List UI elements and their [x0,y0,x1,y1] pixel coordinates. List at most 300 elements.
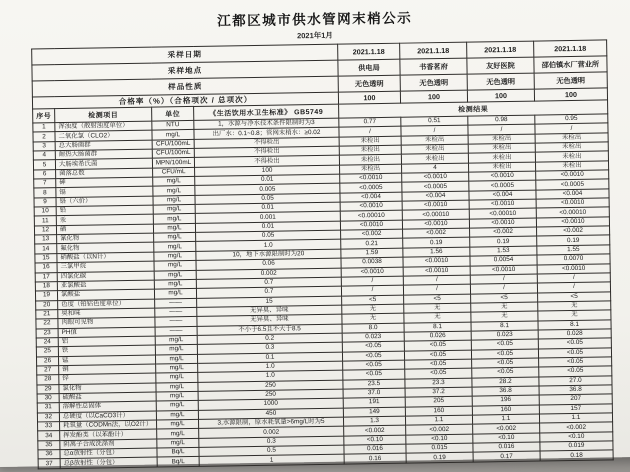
unit-cell: —— [155,317,197,327]
result-cell: / [468,124,535,134]
result-cell: <0.0005 [402,182,469,192]
result-cell: 无 [538,310,611,320]
result-cell: 37.2 [405,387,472,397]
limit-cell: 250 [198,389,343,401]
result-cell: <0.10 [344,435,406,445]
item-name-cell: 耐热大肠菌群 [55,149,152,160]
item-name-cell: 肉眼可见物 [58,317,155,328]
item-name-cell: 锰 [58,355,155,366]
item-name-cell: 总硬度（以CaCO3计） [59,411,156,422]
result-cell: <0.0010 [470,265,537,275]
item-name-cell: PH值 [58,327,155,338]
info-row-value: 无色透明 [338,75,400,92]
report-month: 2021年1月 [296,30,333,41]
info-row-value: 100 [467,89,534,102]
result-cell: / [535,123,608,133]
unit-cell: Bq/L [157,457,199,467]
result-cell: 149 [343,407,405,417]
result-cell: <0.00010 [536,207,609,217]
limit-cell: 0.7 [196,286,341,298]
unit-cell: mg/L [157,438,199,448]
item-name-cell: 总α放射性（分包） [60,448,157,459]
result-cell: <0.0010 [340,220,402,230]
result-cell: 0.026 [404,331,471,341]
info-row-value: 100 [534,88,607,101]
item-name-cell: 菌落总数 [56,168,153,179]
limit-cell: 0.1 [197,352,342,364]
result-cell: <0.0010 [536,198,609,208]
unit-cell: mg/L [154,289,196,299]
item-name-cell: 硫酸盐 [59,392,156,403]
unit-cell: —— [155,326,197,336]
limit-cell: 0.05 [196,230,341,242]
result-cell: 无 [404,312,471,322]
result-cell: 无 [342,304,404,314]
unit-cell: mg/L [156,401,198,411]
result-cell: 未检出 [535,133,608,143]
result-cell: 未检出 [535,161,608,171]
result-cell: 未检出 [339,136,401,146]
result-cell: 36.8 [539,385,612,395]
unit-cell: CFU/mL [153,167,195,177]
result-cell: 1.53 [470,246,537,256]
unit-cell: NTU [152,120,194,130]
result-cell: <0.0010 [402,172,469,182]
item-name-cell: 二氧化氯（CLO2） [55,130,152,141]
unit-cell: mg/L [156,382,198,392]
result-cell: <0.05 [404,340,471,350]
result-cell: 未检出 [468,143,535,153]
result-cell: 0.19 [403,238,470,248]
column-header-cell: 检测结果 [339,100,608,118]
column-header-cell: 序号 [33,109,55,123]
limit-cell: 0.01 [195,221,340,233]
result-cell: 未检出 [401,144,468,154]
result-cell: <0.05 [342,341,404,351]
result-cell: 未检出 [468,162,535,172]
result-cell: 0.019 [540,441,613,451]
info-row-value: 无色透明 [534,72,607,89]
result-cell: 未检出 [468,134,535,144]
result-cell: 无 [471,302,538,312]
result-cell: <0.002 [537,226,610,236]
row-number-cell: 22 [36,319,58,329]
info-row-value: 2021.1.18 [467,41,534,58]
item-name-cell: 耗氧量（CODMn法，以O2计） [60,420,157,431]
result-cell: / [403,275,470,285]
result-cell: <0.0005 [340,183,402,193]
column-header-cell: 检测项目 [55,107,152,123]
unit-cell: mg/L [156,391,198,401]
item-name-cell: 色度（铂钴色度单位） [58,299,155,310]
result-cell: 1.56 [403,247,470,257]
result-cell: <0.004 [340,192,402,202]
result-cell: 0.0038 [341,257,403,267]
result-cell: 8.0 [342,323,404,333]
limit-cell: 100 [195,165,340,177]
result-cell: <0.00010 [402,210,469,220]
row-number-cell: 20 [36,300,58,310]
result-cell: <0.002 [473,423,540,433]
result-cell: <0.002 [403,228,470,238]
item-name-cell: 铬（六价） [56,196,153,207]
result-cell: 27.0 [539,376,612,386]
unit-cell: Bq/L [157,447,199,457]
unit-cell: mg/L [153,205,195,215]
result-cell: 未检出 [535,142,608,152]
limit-cell: 不得检出 [194,146,339,158]
row-number-cell: 25 [36,347,58,357]
result-cell: 36.8 [472,386,539,396]
water-quality-table-body [32,40,614,469]
result-cell: / [341,276,403,286]
result-cell: 1.1 [405,415,472,425]
row-number-cell: 27 [37,366,59,376]
result-cell: 8.1 [404,322,471,332]
row-number-cell: 3 [33,141,55,151]
result-cell: 37.0 [343,388,405,398]
result-cell: <5 [471,293,538,303]
row-number-cell: 24 [36,338,58,348]
result-cell: 0.19 [470,237,537,247]
result-cell: 191 [343,397,405,407]
result-cell: <0.0010 [402,219,469,229]
limit-cell: 250 [198,380,343,392]
row-number-cell: 2 [33,132,55,142]
row-number-cell: 15 [35,253,57,263]
result-cell: 0.023 [342,332,404,342]
limit-cell: 0.7 [196,277,341,289]
unit-cell: mg/L [156,419,198,429]
result-cell: 23.3 [405,378,472,388]
unit-cell: CFU/100mL [152,148,194,158]
water-quality-table [31,39,614,469]
item-name-cell: 铝 [58,336,155,347]
row-number-cell: 26 [36,356,58,366]
limit-cell: 15 [197,296,342,308]
info-row-value: 友好医院 [467,57,534,74]
row-number-cell: 28 [37,375,59,385]
result-cell: <0.05 [343,369,405,379]
result-cell: 28.2 [472,377,539,387]
item-name-cell: 大肠埃希氏菌 [55,158,152,169]
row-number-cell: 21 [36,309,58,319]
info-row-value: 无色透明 [400,74,467,91]
result-cell: 未检出 [401,135,468,145]
result-cell: / [339,127,401,137]
result-cell: / [403,284,470,294]
unit-cell: mg/L [154,279,196,289]
result-cell: <0.05 [538,338,611,348]
info-row-value: 2021.1.18 [534,40,607,57]
unit-cell: mg/L [153,214,195,224]
result-cell: 207 [539,394,612,404]
result-cell: 160 [472,405,539,415]
item-name-cell: 锌 [59,373,156,384]
result-cell: <0.10 [473,433,540,443]
result-cell: <0.05 [343,360,405,370]
item-name-cell: 氟化物 [57,243,154,254]
row-number-cell: 29 [37,384,59,394]
limit-cell: 0.05 [195,193,340,205]
info-row-value: 无色透明 [467,73,534,90]
result-cell: 未检出 [339,155,401,165]
result-cell: <0.05 [404,350,471,360]
result-cell: 无 [404,303,471,313]
result-cell: 0.016 [473,442,540,452]
item-name-cell: 铅 [56,205,153,216]
page-title: 江都区城市供水管网末梢公示 [217,10,413,29]
row-number-cell: 11 [34,216,56,226]
limit-cell: 1，水源与净水技术条件限制时为3 [194,118,339,130]
row-number-cell: 33 [38,422,60,432]
result-cell: 0.0070 [537,254,610,264]
unit-cell: mg/L [152,130,194,140]
result-cell: <0.05 [471,339,538,349]
limit-cell: 0.5 [199,445,344,457]
unit-cell: mg/L [153,186,195,196]
limit-cell: 1.0 [198,361,343,373]
row-number-cell: 12 [34,225,56,235]
result-cell: <0.0010 [403,266,470,276]
limit-cell: 0.002 [196,268,341,280]
column-header-cell: 单位 [152,106,194,121]
result-cell: <0.10 [540,432,613,442]
result-cell: <0.0005 [469,180,536,190]
info-row-value: 邵伯镇水厂营业所 [534,56,607,73]
result-cell: 196 [472,395,539,405]
unit-cell: mg/L [153,176,195,186]
result-cell: 无 [471,311,538,321]
row-number-cell: 31 [37,403,59,413]
result-cell: 0.028 [538,329,611,339]
result-cell: / [401,125,468,135]
result-cell: <0.05 [405,368,472,378]
unit-cell: mg/L [155,345,197,355]
row-number-cell: 8 [34,188,56,198]
unit-cell: mg/L [156,373,198,383]
row-number-cell: 36 [38,450,60,460]
result-cell: / [341,285,403,295]
item-name-cell: 镉 [56,186,153,197]
unit-cell: CFU/100mL [152,139,194,149]
result-cell: 0.17 [473,451,540,461]
limit-cell: 0.002 [199,426,344,438]
row-number-cell: 37 [38,459,60,469]
unit-cell: mg/L [155,354,197,364]
result-cell: 未检出 [340,164,402,174]
result-cell: 0.77 [339,117,401,127]
row-number-cell: 1 [33,123,55,133]
row-number-cell: 7 [34,179,56,189]
result-cell: 1.55 [537,245,610,255]
item-name-cell: 总大肠菌群 [55,140,152,151]
result-cell: <0.002 [344,425,406,435]
limit-cell: 0.06 [196,258,341,270]
info-row-label: 采样日期 [32,44,338,65]
item-name-cell: 硒 [56,224,153,235]
item-name-cell: 汞 [56,215,153,226]
info-row-value: 2021.1.18 [400,42,467,59]
result-cell: 0.21 [341,239,403,249]
limit-cell: 1.0 [198,370,343,382]
result-cell: <0.05 [405,359,472,369]
result-cell: <0.0010 [402,200,469,210]
result-cell: 未检出 [468,152,535,162]
result-cell: 0.19 [406,452,473,462]
row-number-cell: 14 [35,244,57,254]
limit-cell: 无异臭、异味 [197,305,342,317]
result-cell: <0.004 [469,190,536,200]
result-cell: <0.05 [472,358,539,368]
result-cell: <0.0010 [469,218,536,228]
unit-cell: mg/L [156,410,198,420]
result-cell: 23.5 [343,379,405,389]
row-number-cell: 32 [37,412,59,422]
result-cell: <0.0010 [536,170,609,180]
result-cell: 8.1 [471,321,538,331]
result-cell: <0.05 [342,351,404,361]
result-cell: 1.1 [539,413,612,423]
result-cell: 0.18 [540,450,613,460]
result-cell: 0.95 [535,114,608,124]
result-cell: / [470,283,537,293]
result-cell: <0.10 [406,434,473,444]
row-number-cell: 4 [33,151,55,161]
result-cell: <0.00010 [469,209,536,219]
item-name-cell: 浑浊度（散射浊度单位） [55,121,152,132]
result-cell: <0.05 [538,347,611,357]
result-cell: 157 [539,404,612,414]
item-name-cell: 总β放射性（分包） [60,457,157,468]
info-row-value: 书香茗府 [400,58,467,75]
result-cell: / [537,273,610,283]
limit-cell: 0.3 [199,436,344,448]
limit-cell: 无异臭、异味 [197,314,342,326]
row-number-cell: 19 [35,291,57,301]
item-name-cell: 挥发酚类（以苯酚计） [60,429,157,440]
unit-cell: —— [155,307,197,317]
result-cell: <0.0010 [469,171,536,181]
row-number-cell: 5 [33,160,55,170]
result-cell: <0.002 [470,227,537,237]
unit-cell: mg/L [153,223,195,233]
result-cell: 无 [538,301,611,311]
result-cell: 1.3 [343,416,405,426]
limit-cell: 1.0 [196,240,341,252]
info-row-value: 100 [338,91,400,104]
result-cell: <0.05 [471,349,538,359]
unit-cell: mg/L [155,335,197,345]
info-row-label: 合格率（%）（合格项次 / 总项次） [32,92,338,109]
result-cell: <0.0010 [340,201,402,211]
info-row-label: 采样地点 [32,60,338,81]
result-cell: <0.05 [472,367,539,377]
limit-cell: 0.005 [195,184,340,196]
row-number-cell: 16 [35,263,57,273]
limit-cell: 1000 [198,398,343,410]
result-cell: <0.05 [539,357,612,367]
limit-cell: 10，地下水源限制时为20 [196,249,341,261]
item-name-cell: 铁 [58,345,155,356]
limit-cell: 不得检出 [194,156,339,168]
limit-cell: 0.3 [197,342,342,354]
unit-cell: mg/L [153,195,195,205]
result-cell: <5 [404,294,471,304]
result-cell: <0.0010 [536,217,609,227]
limit-cell: 450 [198,408,343,420]
result-cell: <0.004 [402,191,469,201]
result-cell: 0.015 [406,443,473,453]
result-cell: <0.05 [539,366,612,376]
result-cell: 0.16 [344,454,406,464]
result-cell: 未检出 [401,154,468,164]
row-number-cell: 23 [36,328,58,338]
row-number-cell: 30 [37,394,59,404]
item-name-cell: 氰化物 [57,233,154,244]
unit-cell: mg/L [154,261,196,271]
result-cell: <0.00010 [340,211,402,221]
result-cell: / [537,282,610,292]
limit-cell: 0.001 [195,212,340,224]
column-header-cell: 《生活饮用水卫生标准》 GB5749 [194,104,339,120]
info-row-value: 100 [400,90,467,103]
item-name-cell: 氯酸盐 [57,289,154,300]
unit-cell: mg/L [154,242,196,252]
row-number-cell: 34 [38,431,60,441]
result-cell: 0.51 [401,116,468,126]
result-cell: <0.0005 [536,179,609,189]
result-cell: 1.1 [472,414,539,424]
result-cell: <5 [538,291,611,301]
unit-cell: mg/L [156,363,198,373]
item-name-cell: 硝酸盐（以N计） [57,252,154,263]
result-cell: 0.023 [471,330,538,340]
row-number-cell: 10 [34,207,56,217]
unit-cell: mg/L [157,429,199,439]
result-cell: 8.1 [538,319,611,329]
unit-cell: —— [155,298,197,308]
limit-cell: 1 [199,454,344,466]
limit-cell: 出厂水：0.1~0.8；管网末梢水：≥0.02 [194,128,339,140]
limit-cell: 不得检出 [194,137,339,149]
result-cell: <5 [342,295,404,305]
result-cell: 0.19 [537,235,610,245]
unit-cell: mg/L [154,233,196,243]
result-cell: <0.0010 [340,173,402,183]
info-row-value: 2021.1.18 [338,43,400,60]
result-cell: <0.0010 [469,199,536,209]
item-name-cell: 铜 [59,364,156,375]
result-cell: 160 [405,406,472,416]
result-cell: 0.016 [344,444,406,454]
result-cell: 205 [405,396,472,406]
row-number-cell: 18 [35,281,57,291]
item-name-cell: 四氯化碳 [57,271,154,282]
row-number-cell: 17 [35,272,57,282]
result-cell: 未检出 [535,151,608,161]
row-number-cell: 35 [38,440,60,450]
unit-cell: MPN/100mL [152,158,194,168]
result-cell: <0.0010 [537,263,610,273]
limit-cell: 3,水源限制，原水耗氧量>6mg/L时为5 [198,417,343,429]
result-cell: <0.002 [341,229,403,239]
result-cell: 4 [402,163,469,173]
item-name-cell: 臭和味 [58,308,155,319]
row-number-cell: 6 [34,169,56,179]
item-name-cell: 溶解性总固体 [59,401,156,412]
result-cell: <0.0010 [403,256,470,266]
